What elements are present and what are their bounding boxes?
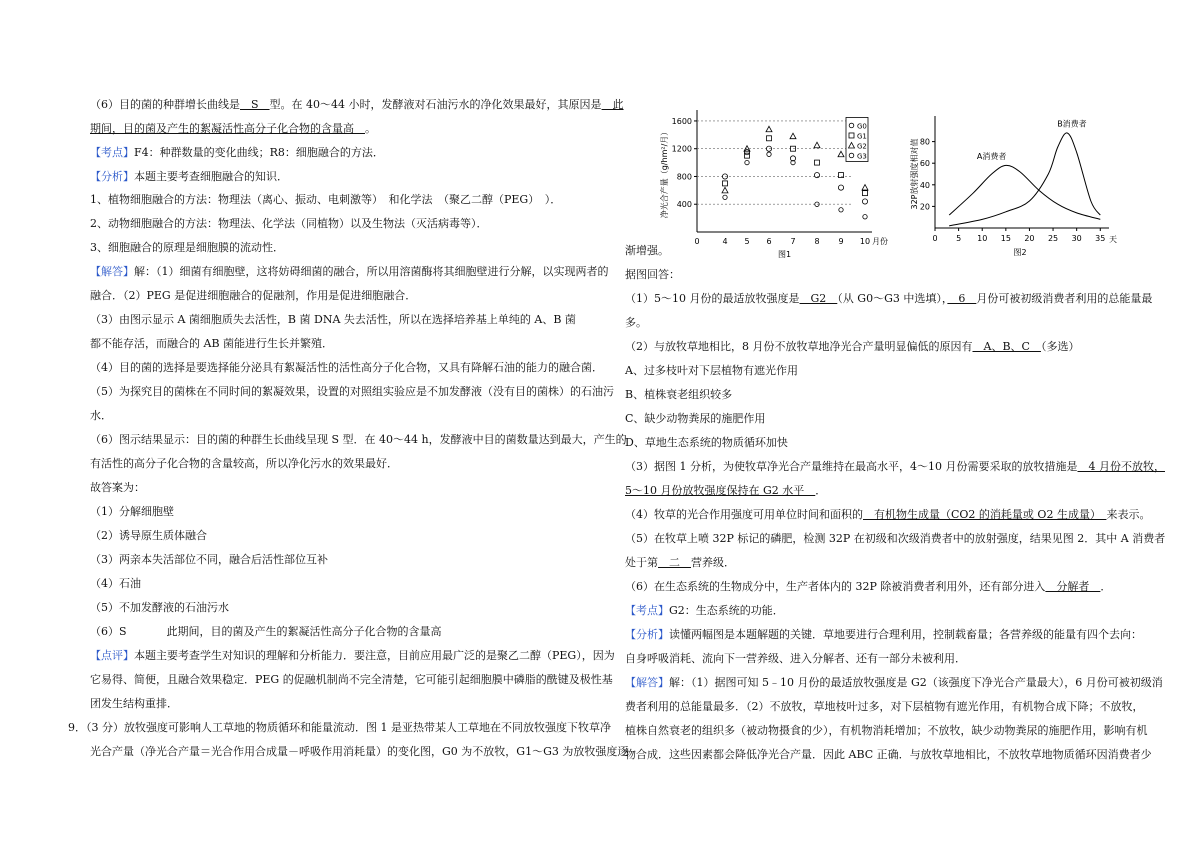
r-fenxi: [625, 628, 1142, 642]
r-q2: [625, 340, 1079, 354]
r-q3-a: （3）据图 1 分析，为使牧草净光合产量维持在最高水平，4～10 月份需要采取的放牧措施是: [625, 460, 1078, 473]
r-jieda-line-1: 解：（1）据图可知 5﹣10 月份的最适放牧强度是 G2（该强度下净光合产量最大），6 月份可被初级消: [669, 676, 1163, 689]
dianping: [90, 649, 615, 663]
answer-5-line-1: （5）为探究目的菌株在不同时间的絮凝效果，设置的对照组实验应是不加发酵液（没有目的菌株）的石油污: [90, 385, 614, 398]
figure-2-caption: 图2: [1013, 248, 1027, 257]
x-tick-label: 30: [1071, 234, 1082, 243]
fenxi-text: 本题主要考查细胞融合的知识．: [134, 170, 288, 183]
series-b-label: B消费者: [1057, 119, 1087, 129]
x-tick-label: 0: [932, 234, 938, 243]
answer-6b: 此期间，目的菌及产生的絮凝活性高分子化合物的含量高: [166, 625, 442, 638]
r-jieda-tag: 【解答】: [625, 676, 669, 689]
fenxi: [90, 170, 288, 184]
r-q6-answer: 分解者: [1045, 580, 1101, 593]
kaodian: [90, 146, 384, 160]
figure-1: [655, 100, 895, 260]
r-q1-c: 月份可被初级消费者利用的总能量最: [976, 292, 1153, 305]
series-a-label: A消费者: [976, 151, 1007, 161]
legend-label: G2: [857, 142, 867, 151]
answer-summary-2: （2）诱导原生质体融合: [90, 529, 207, 542]
series-a-line: [949, 165, 1100, 219]
answer-summary-3: （3）两亲本失活部位不同，融合后活性部位互补: [90, 553, 328, 566]
point-g0: [838, 185, 843, 190]
answer-summary-6: [90, 625, 442, 639]
r-fenxi-line-2: 自身呼吸消耗、流向下一营养级、进入分解者、还有一部分未被利用．: [625, 652, 966, 665]
jieda: [90, 265, 609, 279]
legend-label: G1: [857, 132, 867, 141]
point-g1: [863, 191, 868, 196]
q6-answer-2b: 期间，目的菌及产生的絮凝活性高分子化合物的含量高: [90, 122, 365, 135]
r-q6: [625, 580, 1111, 594]
point-g2: [838, 151, 844, 157]
r-q4-c: 来表示。: [1106, 508, 1151, 521]
r-q2-a: （2）与放牧草地相比，8 月份不放牧草地净光合产量明显偏低的原因有: [625, 340, 973, 353]
x-tick-label: 6: [766, 237, 772, 246]
y-tick-label: 80: [919, 137, 930, 147]
x-axis-unit: 月份: [872, 237, 888, 246]
answer-6-line-1: （6）图示结果显示：目的菌的种群生长曲线呈现 S 型．在 40～44 h，发酵液中目的菌数量达到最大，产生的: [90, 433, 627, 446]
jieda-line-1: 解：（1）细菌有细胞壁，这将妨碍细菌的融合，所以用溶菌酶将其细胞壁进行分解，以实现两者的: [134, 265, 609, 278]
point-g1: [815, 160, 820, 165]
r-kaodian-tag: 【考点】: [625, 604, 669, 617]
point-g2: [862, 185, 868, 191]
x-tick-label: 9: [838, 237, 844, 246]
point-g3: [863, 215, 867, 219]
r-jieda-line-2: 费者利用的总能量最多．（2）不放牧，草地枝叶过多，对下层植物有遮光作用，有机物合成下降；不放牧，: [625, 700, 1144, 713]
x-axis-unit: 天: [1109, 235, 1117, 244]
option-d: D、草地生态系统的物质循环加快: [625, 436, 788, 449]
answers-title: 故答案为：: [90, 481, 145, 494]
r-q6-a: （6）在生态系统的生物成分中，生产者体内的 32P 除被消费者利用外，还有部分进入: [625, 580, 1046, 593]
q6-answer-2a: 此: [601, 98, 624, 111]
point-g2: [790, 133, 796, 139]
r-q3-answer-2: 5～10 月份放牧强度保持在 G2 水平: [625, 484, 816, 497]
r-fenxi-line-1: 读懂两幅图是本题解题的关键．草地要进行合理利用，控制载畜量；各营养级的能量有四个去向：: [669, 628, 1142, 641]
answer-4: （4）目的菌的选择是要选择能分泌具有絮凝活性的活性高分子化合物，又具有降解石油的能力的融合菌．: [90, 361, 603, 374]
r-q3-cont: [625, 484, 826, 498]
r-q1-line-2: 多。: [625, 316, 647, 329]
answer-6a: （6）S: [90, 625, 127, 638]
option-a: A、过多枝叶对下层植物有遮光作用: [625, 364, 798, 377]
answer-5-line-2: 水．: [90, 409, 112, 422]
point-g1: [767, 136, 772, 141]
point-g3: [723, 195, 727, 199]
point-g0: [744, 150, 749, 155]
q9-line-2: 光合产量（净光合产量＝光合作用合成量－呼吸作用消耗量）的变化图，G0 为不放牧，G1～G3 为放牧强度逐: [90, 745, 629, 758]
point-g1: [723, 181, 728, 186]
x-tick-label: 5: [744, 237, 750, 246]
r-q5-a: 处于第: [625, 556, 658, 569]
option-b: B、植株衰老组织较多: [625, 388, 733, 401]
r-kaodian-text: G2：生态系统的功能．: [669, 604, 784, 617]
dianping-line-2: 它易得、简便，且融合效果稳定．PEG 的促融机制尚不完全清楚，它可能引起细胞膜中磷脂的酰键及极性基: [90, 673, 613, 686]
x-tick-label: 10: [859, 237, 871, 246]
answer-summary-5: （5）不加发酵液的石油污水: [90, 601, 229, 614]
y-tick-label: 400: [676, 200, 692, 210]
legend-label: G0: [857, 122, 867, 131]
legend-label: G3: [857, 152, 867, 161]
x-tick-label: 15: [1000, 234, 1011, 243]
point-3: 3、细胞融合的原理是细胞膜的流动性．: [90, 241, 284, 254]
r-q5-line-1: （5）在牧草上喷 32P 标记的磷肥，检测 32P 在初级和次级消费者中的放射强度，结果见图 2．其中 A 消费者: [625, 532, 1166, 545]
x-tick-label: 20: [1024, 234, 1035, 243]
y-axis-label: 32P放射强度相对值: [910, 138, 919, 210]
kaodian-tag: 【考点】: [90, 146, 134, 159]
r-q4: [625, 508, 1150, 522]
r-q1-answer-1: G2: [799, 292, 838, 305]
q6-text-mid: 型。在 40～44 小时，发酵液对石油污水的净化效果最好，其原因是: [269, 98, 602, 111]
r-kaodian: [625, 604, 784, 618]
r-jieda: [625, 676, 1163, 690]
r-q3-end: ．: [815, 484, 827, 497]
answer-6-line-2: 有活性的高分子化合物的含量较高，所以净化污水的效果最好．: [90, 457, 398, 470]
r-q1-answer-2: 6: [947, 292, 977, 305]
figure-1-caption: 图1: [777, 250, 792, 259]
fenxi-tag: 【分析】: [90, 170, 134, 183]
point-1: 1、植物细胞融合的方法：物理法（离心、振动、电刺激等） 和化学法 （聚乙二醇（PEG） ）．: [90, 193, 562, 206]
point-g0: [814, 172, 819, 177]
y-tick-label: 40: [919, 180, 930, 190]
y-tick-label: 60: [919, 159, 930, 169]
answer-summary-1: （1）分解细胞壁: [90, 505, 174, 518]
y-tick-label: 1200: [671, 144, 692, 154]
answer-3-line-1: （3）由图示显示 A 菌细胞质失去活性，B 菌 DNA 失去活性，所以在选择培养基上单纯的 A、B 菌: [90, 313, 576, 326]
r-fenxi-tag: 【分析】: [625, 628, 669, 641]
r-q2-c: （多选）: [1040, 340, 1080, 353]
x-tick-label: 5: [956, 234, 962, 243]
y-tick-label: 800: [676, 172, 692, 182]
jieda-line-2: 融合．（2）PEG 是促进细胞融合的促融剂，作用是促进细胞融合．: [90, 289, 417, 302]
y-tick-label: 1600: [671, 116, 692, 126]
text-answer-by-figure: 据图回答：: [625, 268, 680, 281]
q6-answer-1: S: [240, 98, 270, 111]
answer-summary-4: （4）石油: [90, 577, 141, 590]
r-q5-c: 营养级．: [691, 556, 735, 569]
q6-end: 。: [365, 122, 376, 135]
r-q3-answer-1: 4 月份不放牧，: [1077, 460, 1165, 473]
r-jieda-line-4: 物合成．这些因素都会降低净光合产量．因此 ABC 正确．与放牧草地相比，不放牧草地物质循环因消费者少: [625, 748, 1152, 761]
q6-question-cont: [90, 122, 376, 136]
q9-line-1: 9．（3 分）放牧强度可影响人工草地的物质循环和能量流动．图 1 是亚热带某人工草地在不同放牧强度下牧草净: [68, 721, 611, 734]
r-q2-answer: A、B、C: [972, 340, 1041, 353]
r-q1-b: （从 G0～G3 中选填），: [837, 292, 948, 305]
x-tick-label: 35: [1095, 234, 1106, 243]
x-tick-label: 25: [1047, 234, 1059, 243]
r-q5-line-2: [625, 556, 735, 570]
y-axis-label: 净光合产量（g/hm²/月）: [660, 127, 669, 219]
r-q5-answer: 二: [658, 556, 691, 569]
point-g3: [767, 152, 771, 156]
point-g2: [766, 126, 772, 132]
r-q1-a: （1）5～10 月份的最适放牧强度是: [625, 292, 800, 305]
x-tick-label: 7: [790, 237, 796, 246]
x-tick-label: 4: [722, 237, 728, 246]
point-2: 2、动物细胞融合的方法：物理法、化学法（同植物）以及生物法（灭活病毒等）．: [90, 217, 488, 230]
kaodian-text: F4：种群数量的变化曲线；R8：细胞融合的方法．: [134, 146, 384, 159]
text-gradually: 渐增强。: [625, 244, 669, 257]
r-q3: [625, 460, 1165, 474]
option-c: C、缺少动物粪尿的施肥作用: [625, 412, 766, 425]
r-q6-c: ．: [1100, 580, 1112, 593]
x-tick-label: 0: [694, 237, 700, 246]
point-g1: [839, 173, 844, 178]
point-g3: [839, 208, 843, 212]
q6-text: （6）目的菌的种群增长曲线是: [90, 98, 240, 111]
dianping-line-1: 本题主要考查学生对知识的理解和分析能力．要注意，目前应用最广泛的是聚乙二醇（PEG），因为: [134, 649, 615, 662]
y-tick-label: 20: [919, 202, 930, 212]
dianping-tag: 【点评】: [90, 649, 134, 662]
r-q4-a: （4）牧草的光合作用强度可用单位时间和面积的: [625, 508, 863, 521]
dianping-line-3: 团发生结构重排．: [90, 697, 178, 710]
r-q1: [625, 292, 1152, 306]
q6-question: [90, 98, 624, 112]
point-g2: [814, 142, 820, 148]
series-b-line: [949, 133, 1100, 226]
x-tick-label: 8: [814, 237, 820, 246]
r-q4-answer: 有机物生成量（CO2 的消耗量或 O2 生成量）: [863, 508, 1107, 521]
x-tick-label: 10: [977, 234, 988, 243]
point-g3: [745, 160, 749, 164]
jieda-tag: 【解答】: [90, 265, 134, 278]
answer-3-line-2: 都不能存活，而融合的 AB 菌能进行生长并繁殖．: [90, 337, 334, 350]
r-jieda-line-3: 植株自然衰老的组织多（被动物摄食的少），有机物消耗增加；不放牧，缺少动物粪尿的施肥作用，影响有机: [625, 724, 1148, 737]
point-g2: [722, 187, 728, 193]
point-g0: [862, 199, 867, 204]
figure-2: [905, 100, 1120, 260]
